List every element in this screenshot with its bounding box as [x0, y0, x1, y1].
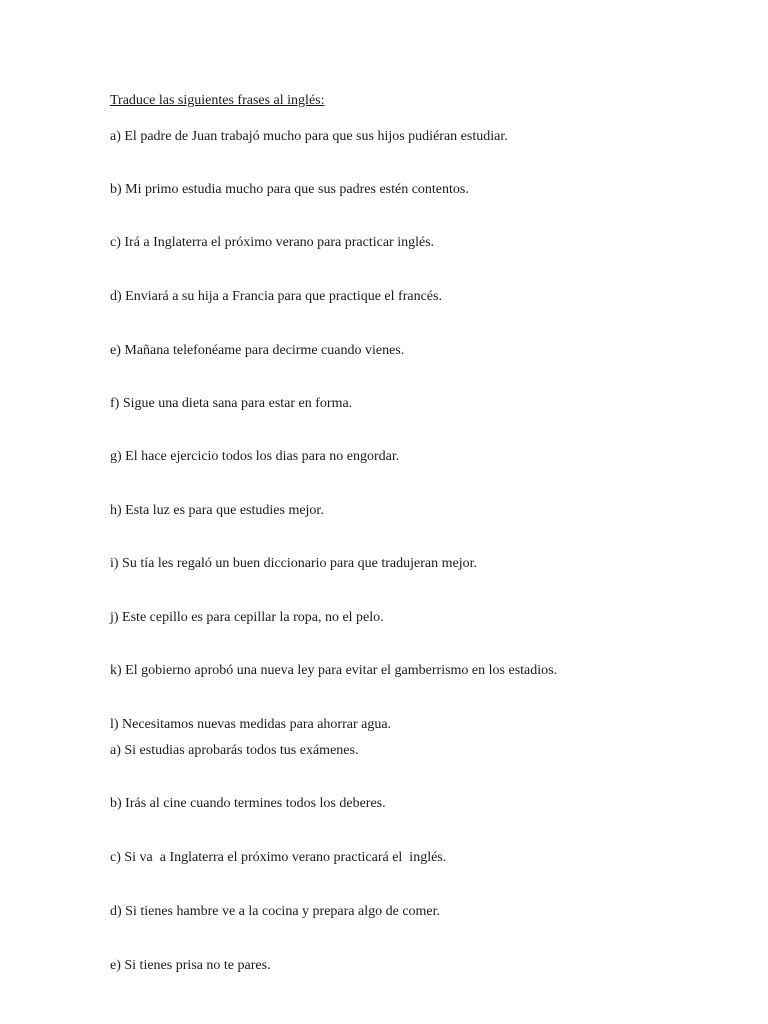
sentence-d-2: d) Si tienes hambre ve a la cocina y prepara algo de comer. — [110, 904, 441, 919]
sentence-a-1: a) El padre de Juan trabajó mucho para que sus hijos pudiéran estudiar. — [110, 129, 508, 144]
sentence-f-1: f) Sigue una dieta sana para estar en forma. — [110, 396, 353, 411]
sentence-k-1: k) El gobierno aprobó una nueva ley para evitar el gamberrismo en los estadios. — [110, 663, 558, 678]
sentence-h-1: h) Esta luz es para que estudies mejor. — [110, 503, 324, 518]
sentence-e-1: e) Mañana telefonéame para decirme cuando vienes. — [110, 343, 405, 358]
sentence-c-2: c) Si va a Inglaterra el próximo verano practicará el inglés. — [110, 850, 447, 865]
sentence-a-2: a) Si estudias aprobarás todos tus exámenes. — [110, 743, 359, 758]
sentence-l-1: l) Necesitamos nuevas medidas para ahorrar agua. — [110, 717, 392, 732]
sentence-b-2: b) Irás al cine cuando termines todos los deberes. — [110, 796, 386, 811]
exercise-title: Traduce las siguientes frases al inglés: — [110, 93, 325, 108]
sentence-e-2: e) Si tienes prisa no te pares. — [110, 958, 271, 973]
sentence-d-1: d) Enviará a su hija a Francia para que practique el francés. — [110, 289, 442, 304]
sentence-g-1: g) El hace ejercicio todos los dias para no engordar. — [110, 449, 400, 464]
sentence-c-1: c) Irá a Inglaterra el próximo verano para practicar inglés. — [110, 235, 435, 250]
sentence-b-1: b) Mi primo estudia mucho para que sus padres estén contentos. — [110, 182, 469, 197]
sentence-j-1: j) Este cepillo es para cepillar la ropa, no el pelo. — [110, 610, 384, 625]
sentence-i-1: i) Su tía les regaló un buen diccionario para que tradujeran mejor. — [110, 556, 477, 571]
